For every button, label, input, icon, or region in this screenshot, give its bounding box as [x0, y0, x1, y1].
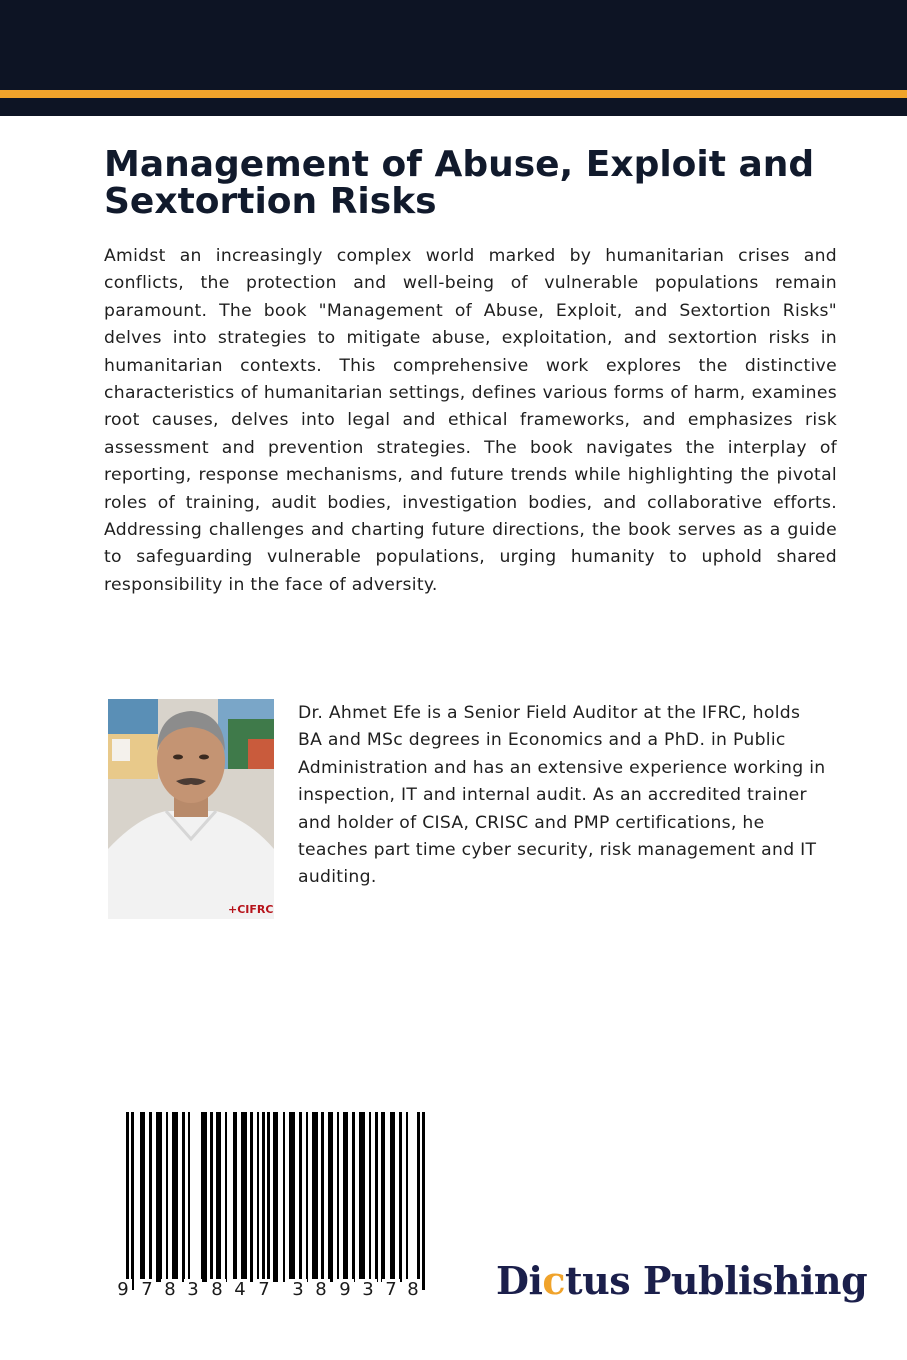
isbn-digit: 9: [114, 1279, 132, 1300]
top-gold-stripe: [0, 90, 907, 98]
isbn-digit: 3: [184, 1279, 202, 1300]
isbn-digit: 7: [382, 1279, 400, 1300]
top-navy-band: [0, 0, 907, 90]
author-bio: Dr. Ahmet Efe is a Senior Field Auditor at the IFRC, holds BA and MSc degrees in Economics and a PhD. in Public Administration and has an extensive experience working in inspection, IT and internal audit. As an accredited trainer and holder of CISA, CRISC and PMP certifications, he teaches part time cyber security, risk management and IT auditing.: [298, 703, 826, 888]
top-navy-band-lower: [0, 98, 907, 116]
isbn-digit: 9: [336, 1279, 354, 1300]
isbn-digit: 4: [231, 1279, 249, 1300]
shirt-logo-text: +CIFRC: [228, 903, 274, 916]
book-title: Management of Abuse, Exploit and Sextortion Risks: [104, 144, 815, 222]
publisher-name-accent: c: [542, 1258, 566, 1303]
isbn-digit: 3: [359, 1279, 377, 1300]
isbn-digit: 8: [208, 1279, 226, 1300]
isbn-digit: 7: [255, 1279, 273, 1300]
book-blurb: Amidst an increasingly complex world marked by humanitarian crises and conflicts, the protection and well-being of vulnerable populations remain paramount. The book "Management of Abuse, Exploit, and Sextortion Risks" delves into strategies to mitigate abuse, exploitation, and sextortion risks in humanitarian contexts. This comprehensive work explores the distinctive characteristics of humanitarian settings, defines various forms of harm, examines root causes, delves into legal and ethical frameworks, and emphasizes risk assessment and prevention strategies. The book navigates the interplay of reporting, response mechanisms, and future trends while highlighting the pivotal roles of training, audit bodies, investigation bodies, and collaborative efforts. Addressing challenges and charting future directions, the book serves as a guide to safeguarding vulnerable populations, urging humanity to uphold shared responsibility in the face of adversity.: [104, 246, 837, 595]
isbn-digit: 8: [161, 1279, 179, 1300]
publisher-logo: [496, 1258, 867, 1303]
isbn-digit: 8: [312, 1279, 330, 1300]
isbn-digit: 8: [404, 1279, 422, 1300]
isbn-digits: [112, 1279, 424, 1305]
isbn-digit: 3: [289, 1279, 307, 1300]
publisher-name-part2: tus Publishing: [565, 1258, 868, 1303]
publisher-name-part1: Di: [496, 1258, 543, 1303]
isbn-digit: 7: [138, 1279, 156, 1300]
author-photo: [108, 699, 274, 919]
